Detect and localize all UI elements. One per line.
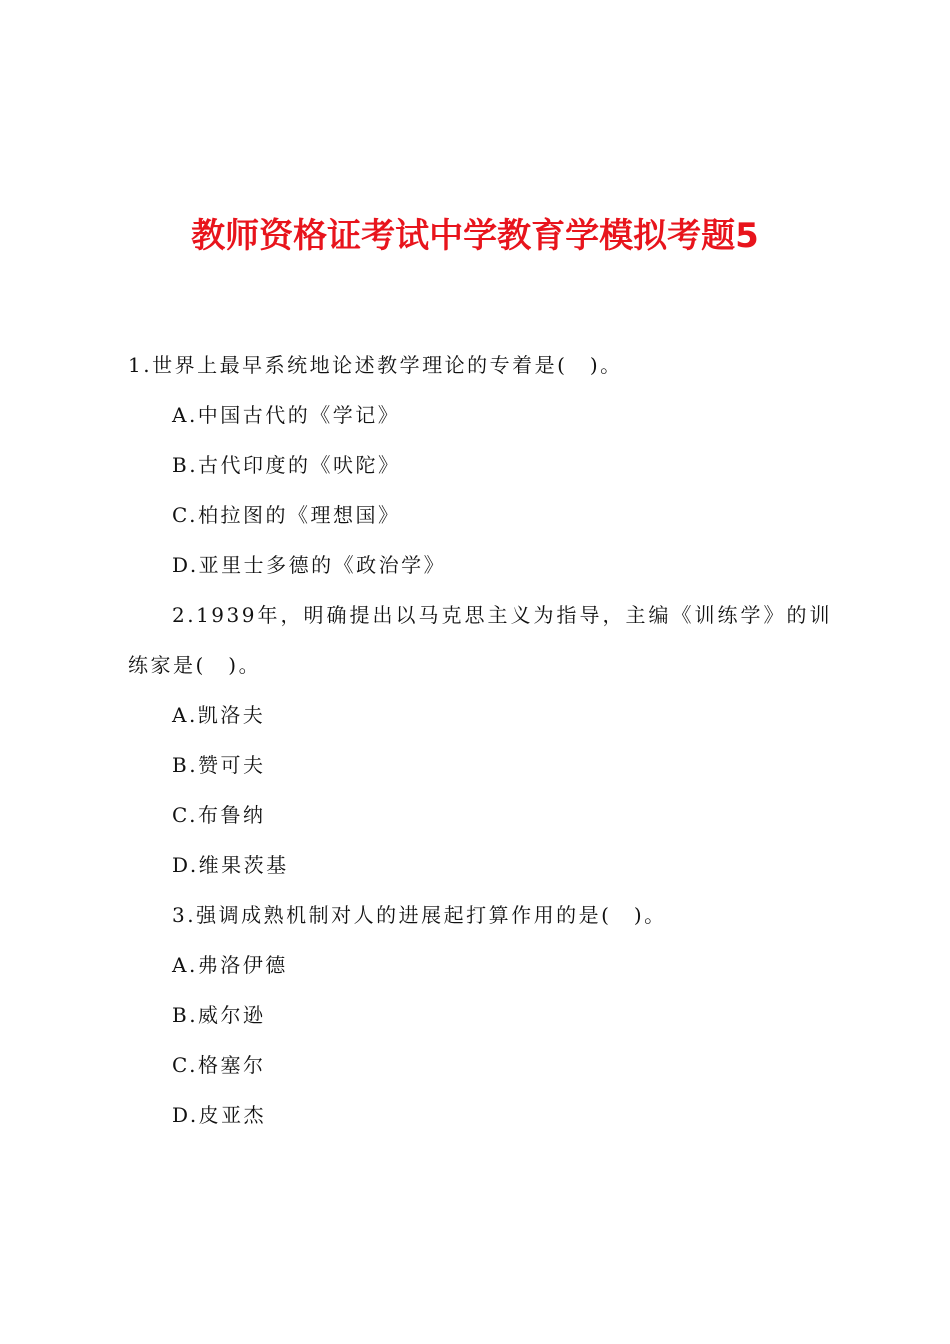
- option-c: C.格塞尔: [172, 1053, 266, 1077]
- option-b: B.赞可夫: [172, 753, 266, 777]
- question-2: [128, 590, 832, 890]
- option-a: A.弗洛伊德: [172, 953, 288, 977]
- question-stem: 2.1939年，明确提出以马克思主义为指导，主编《训练学》的训练家是( )。: [128, 603, 832, 677]
- option-b: B.威尔逊: [172, 1003, 266, 1027]
- question-list: [128, 340, 832, 1140]
- option-c: C.布鲁纳: [172, 803, 266, 827]
- question-stem: 3.强调成熟机制对人的进展起打算作用的是( )。: [172, 903, 667, 927]
- question-stem: 1.世界上最早系统地论述教学理论的专着是( )。: [128, 353, 623, 377]
- question-3: [128, 890, 832, 1140]
- option-d: D.亚里士多德的《政治学》: [172, 553, 447, 577]
- option-d: D.维果茨基: [172, 853, 289, 877]
- option-d: D.皮亚杰: [172, 1103, 267, 1127]
- option-a: A.中国古代的《学记》: [172, 403, 401, 427]
- document-title: 教师资格证考试中学教育学模拟考题5: [191, 216, 759, 256]
- option-c: C.柏拉图的《理想国》: [172, 503, 401, 527]
- question-1: [128, 340, 832, 590]
- option-a: A.凯洛夫: [172, 703, 266, 727]
- option-b: B.古代印度的《吠陀》: [172, 453, 401, 477]
